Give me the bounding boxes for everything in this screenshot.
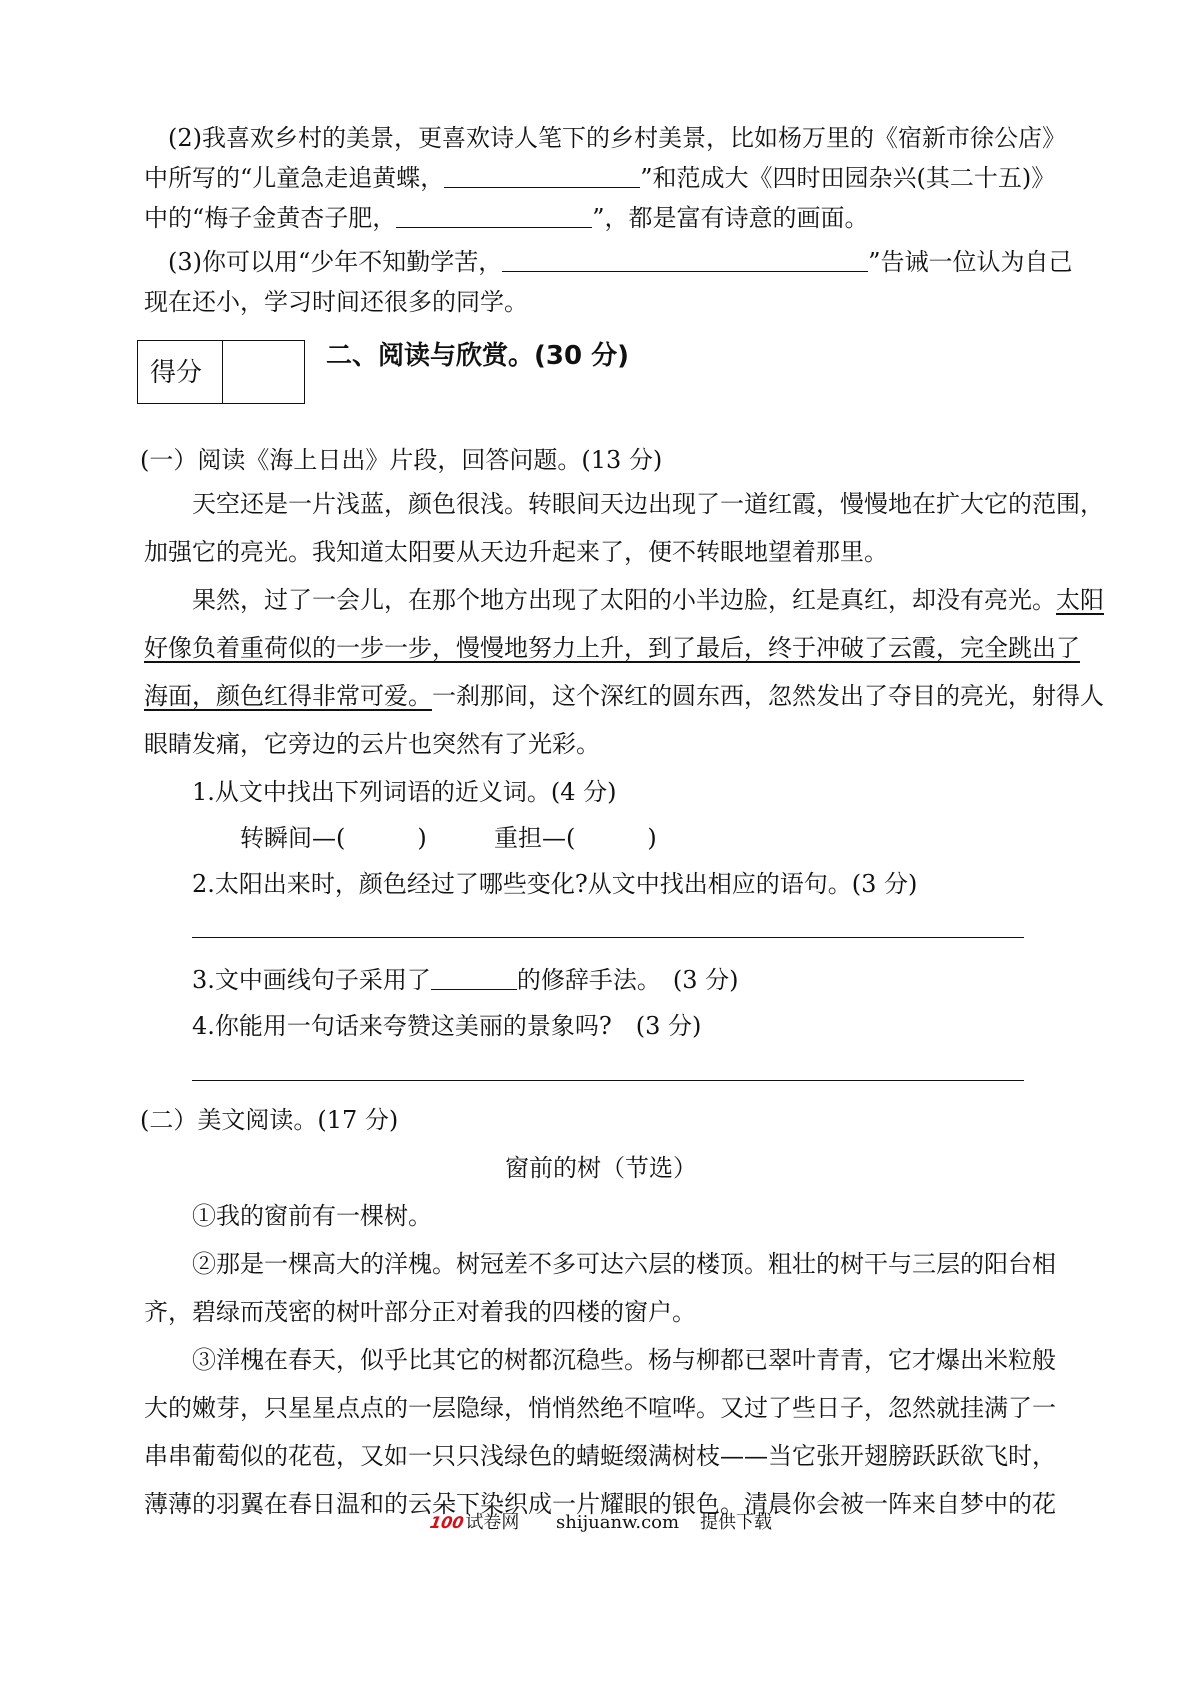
reading1-p2-line3-text: 一刹那间，这个深红的圆东西，忽然发出了夺目的亮光，射得人 [432, 682, 1104, 710]
underlined-sentence-part3: 海面，颜色红得非常可爱。 [144, 682, 432, 710]
q3-line1-text-b: ”告诫一位认为自己 [868, 248, 1073, 276]
q3-line1-text-a: (3)你可以用“少年不知勤学苦， [168, 248, 503, 276]
article-para3-line4: 薄薄的羽翼在春日温和的云朵下染织成一片耀眼的银色。清晨你会被一阵来自梦中的花 [144, 1490, 1056, 1518]
q3-line1 [168, 242, 1073, 282]
answer-line-q4[interactable] [192, 1080, 1024, 1081]
q2-line3-text-b: ”，都是富有诗意的画面。 [592, 204, 869, 232]
reading1-q2: 2.太阳出来时，颜色经过了哪些变化?从文中找出相应的语句。(3 分) [192, 870, 918, 898]
reading1-q3 [192, 960, 739, 1000]
reading1-p2-line1 [192, 580, 1104, 620]
footer-brand [430, 1508, 519, 1538]
reading1-q3-text-a: 3.文中画线句子采用了 [192, 966, 431, 994]
article-para1: ①我的窗前有一棵树。 [192, 1202, 432, 1230]
fill-blank-rhetoric[interactable] [431, 965, 517, 990]
q2-line2 [144, 158, 1055, 198]
answer-line-q2[interactable] [192, 937, 1024, 938]
reading1-title: (一）阅读《海上日出》片段，回答问题。(13 分) [140, 446, 663, 474]
q3-line2: 现在还小，学习时间还很多的同学。 [144, 288, 528, 316]
article-title: 窗前的树（节选） [505, 1154, 697, 1182]
reading1-q1: 1.从文中找出下列词语的近义词。(4 分) [192, 778, 617, 806]
q2-line2-text-a: 中所写的“儿童急走追黄蝶， [144, 164, 445, 192]
reading2-title: (二）美文阅读。(17 分) [140, 1106, 399, 1134]
reading1-p2-line4: 眼睛发痛，它旁边的云片也突然有了光彩。 [144, 730, 600, 758]
reading1-q1-item1[interactable]: 转瞬间—( ) [240, 824, 427, 852]
reading1-p2-line2 [144, 628, 1080, 668]
reading1-p1-line2: 加强它的亮光。我知道太阳要从天边升起来了，便不转眼地望着那里。 [144, 538, 888, 566]
article-para3-line3: 串串葡萄似的花苞，又如一只只浅绿色的蜻蜓缀满树枝——当它张开翅膀跃跃欲飞时， [144, 1442, 1056, 1470]
article-para3-line2: 大的嫩芽，只星星点点的一层隐绿，悄悄然绝不喧哗。又过了些日子，忽然就挂满了一 [144, 1394, 1056, 1422]
score-label: 得分 [150, 358, 203, 388]
score-box [137, 340, 305, 404]
footer-slogan: 提供下载 [700, 1512, 772, 1533]
q2-line3-text-a: 中的“梅子金黄杏子肥， [144, 204, 397, 232]
underlined-sentence-part2: 好像负着重荷似的一步一步，慢慢地努力上升，到了最后，终于冲破了云霞，完全跳出了 [144, 634, 1080, 662]
footer-domain: shijuanw.com [556, 1512, 680, 1533]
article-para3-line1: ③洋槐在春天，似乎比其它的树都沉稳些。杨与柳都已翠叶青青，它才爆出米粒般 [192, 1346, 1056, 1374]
fill-blank-3[interactable] [502, 247, 868, 272]
score-divider [222, 341, 223, 403]
article-para2-line1: ②那是一棵高大的洋槐。树冠差不多可达六层的楼顶。粗壮的树干与三层的阳台相 [192, 1250, 1056, 1278]
reading1-p2-text: 果然，过了一会儿，在那个地方出现了太阳的小半边脸，红是真红，却没有亮光。 [192, 586, 1056, 614]
reading1-p2-line3 [144, 676, 1104, 716]
section2-heading: 二、阅读与欣赏。(30 分) [326, 341, 629, 371]
q2-line3 [144, 198, 869, 238]
q2-line1: (2)我喜欢乡村的美景，更喜欢诗人笔下的乡村美景，比如杨万里的《宿新市徐公店》 [168, 124, 1066, 152]
fill-blank-2[interactable] [396, 203, 592, 228]
fill-blank-1[interactable] [444, 163, 640, 188]
site-logo: 100 [428, 1513, 466, 1532]
article-para2-line2: 齐，碧绿而茂密的树叶部分正对着我的四楼的窗户。 [144, 1298, 696, 1326]
reading1-p1-line1: 天空还是一片浅蓝，颜色很浅。转眼间天边出现了一道红霞，慢慢地在扩大它的范围， [192, 490, 1104, 518]
q2-line2-text-b: ”和范成大《四时田园杂兴(其二十五)》 [640, 164, 1056, 192]
reading1-q3-text-b: 的修辞手法。 (3 分) [516, 966, 739, 994]
underlined-sentence-part1: 太阳 [1056, 586, 1104, 614]
site-name: 试卷网 [465, 1512, 520, 1533]
reading1-q1-item2[interactable]: 重担—( ) [494, 824, 657, 852]
reading1-q4: 4.你能用一句话来夸赞这美丽的景象吗? (3 分) [192, 1012, 702, 1040]
